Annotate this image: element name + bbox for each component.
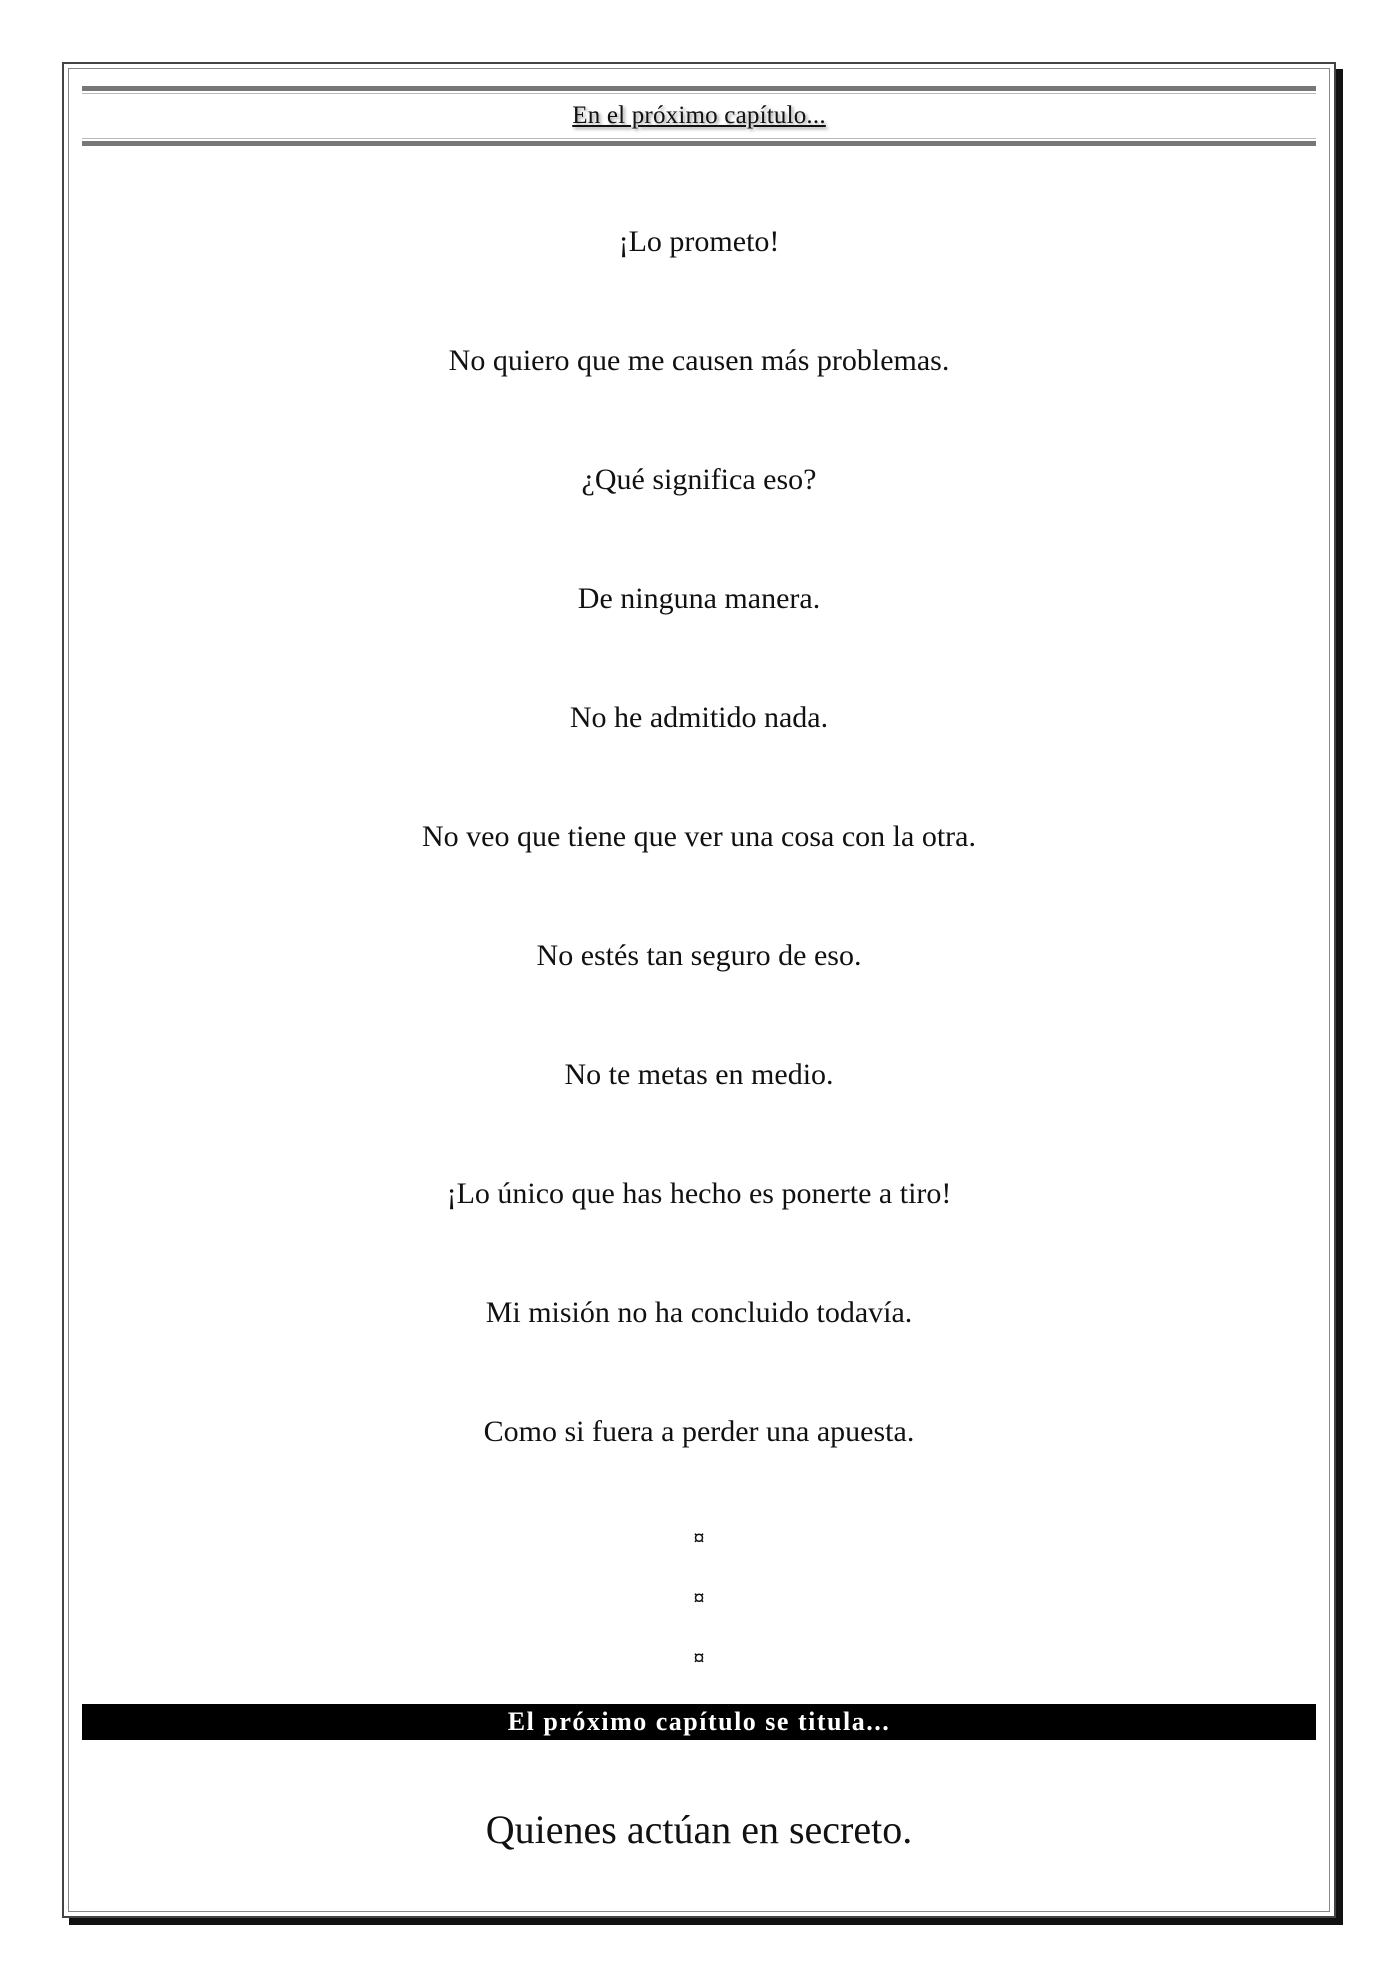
dialogue-line: ¡Lo prometo! bbox=[618, 225, 780, 258]
dialogue-line: Mi misión no ha concluido todavía. bbox=[485, 1296, 913, 1329]
separator-group bbox=[64, 1523, 1334, 1703]
separator-glyph: ¤ bbox=[693, 1585, 705, 1610]
header-band bbox=[82, 86, 1316, 146]
dialogue-list bbox=[64, 212, 1334, 1521]
dialogue-line: No quiero que me causen más problemas. bbox=[448, 344, 950, 377]
dialogue-line: De ninguna manera. bbox=[577, 582, 821, 615]
dialogue-line: ¡Lo único que has hecho es ponerte a tiro! bbox=[446, 1177, 952, 1210]
dialogue-line: No te metas en medio. bbox=[564, 1058, 834, 1091]
next-chapter-title: Quienes actúan en secreto. bbox=[485, 1807, 913, 1852]
dialogue-line: No estés tan seguro de eso. bbox=[536, 939, 862, 972]
dialogue-line: ¿Qué significa eso? bbox=[581, 463, 817, 496]
dialogue-line: No he admitido nada. bbox=[569, 701, 829, 734]
dialogue-line: No veo que tiene que ver una cosa con la otra. bbox=[422, 820, 976, 853]
dialogue-line: Como si fuera a perder una apuesta. bbox=[483, 1415, 915, 1448]
page-title: En el próximo capítulo... bbox=[572, 102, 826, 129]
separator-glyph: ¤ bbox=[693, 1645, 705, 1670]
separator-glyph: ¤ bbox=[693, 1525, 705, 1550]
page-frame bbox=[62, 62, 1336, 1918]
next-chapter-banner: El próximo capítulo se titula... bbox=[82, 1704, 1316, 1740]
